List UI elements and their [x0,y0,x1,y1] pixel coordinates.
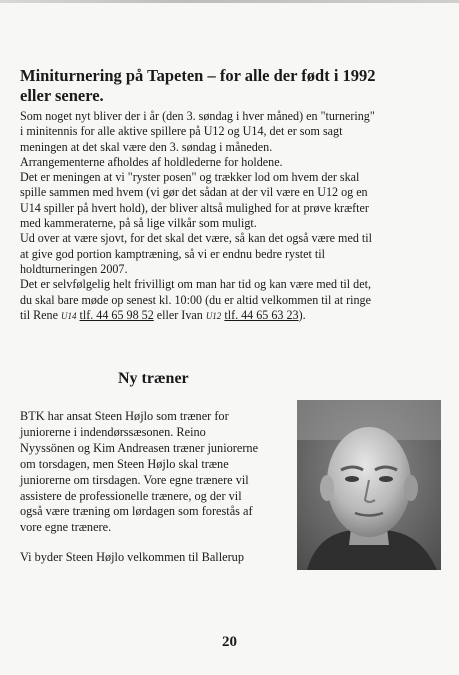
body-line: Som noget nyt bliver der i år (den 3. søndag i hver måned) en "turnering" [20,109,375,123]
body-line: du skal bare møde op senest kl. 10:00 (du er altid velkommen til at ringe [20,292,371,307]
body-line: juniorerne om tirsdagen. Vore egne trænere vil [20,472,249,487]
contact-text: ). [298,307,306,322]
welcome-line: Vi byder Steen Højlo velkommen til Ballerup [20,550,244,565]
contact-text: til Rene [20,307,61,322]
team-tag-u12: U12 [205,310,222,321]
contact-text: eller Ivan [153,307,206,322]
body-line: meningen at det skal være den 3. søndag i måneden. [20,139,273,154]
headline-line: eller senere. [20,86,104,105]
article-headline [20,66,440,106]
body-line: Ud over at være sjovt, for det skal det være, så kan det også være med til [20,231,372,246]
body-line: vore egne trænere. [20,520,112,535]
body-line: om torsdagen, men Steen Højlo skal træne [20,456,229,471]
body-line: spille sammen med hvem (vi gør det sådan at der vil være en U12 og en [20,185,368,200]
page-number: 20 [222,634,237,650]
phone-link-ivan[interactable]: tlf. 44 65 63 23 [224,307,299,322]
top-edge-rule [0,0,459,3]
body-line: BTK har ansat Steen Højlo som træner for [20,409,229,423]
body-line: i minitennis for alle aktive spillere på U12 og U14, det er som sagt [20,124,343,139]
body-line: også være træning om lørdagen som forestås af [20,504,253,519]
body-line: Det er meningen at vi "ryster posen" og trækker lod om hvem der skal [20,170,360,185]
body-line: assistere de professionelle trænere, og der vil [20,488,242,503]
body-line: at give god portion kamptræning, så vi er endnu bedre rystet til [20,246,325,261]
headline-line: Miniturnering på Tapeten – for alle der født i 1992 [20,66,376,85]
article-ny-traener [20,409,280,566]
team-tag-u14: U14 [60,310,77,321]
contact-line [20,308,440,324]
phone-link-rene[interactable]: tlf. 44 65 98 52 [79,307,154,322]
article-miniturnering [20,66,440,324]
body-line: Det er selvfølgelig helt frivilligt om man har tid og kan være med til det, [20,277,371,292]
body-line: Nyyssönen og Kim Andreasen træner juniorerne [20,440,259,455]
body-line: U14 spiller på hvert hold), der bliver altså mulighed for at prøve kræfter [20,200,369,215]
body-line: holdturneringen 2007. [20,261,128,276]
body-line: med kammeraterne, på så lige vilkår som muligt. [20,216,257,231]
trainer-portrait-photo [297,400,441,570]
body-line: Arrangementerne afholdes af holdlederne for holdene. [20,154,283,169]
article-body [20,109,440,324]
section-heading-ny-traener: Ny træner [118,370,189,387]
body-line: juniorerne i indendørssæsonen. Reino [20,424,206,439]
